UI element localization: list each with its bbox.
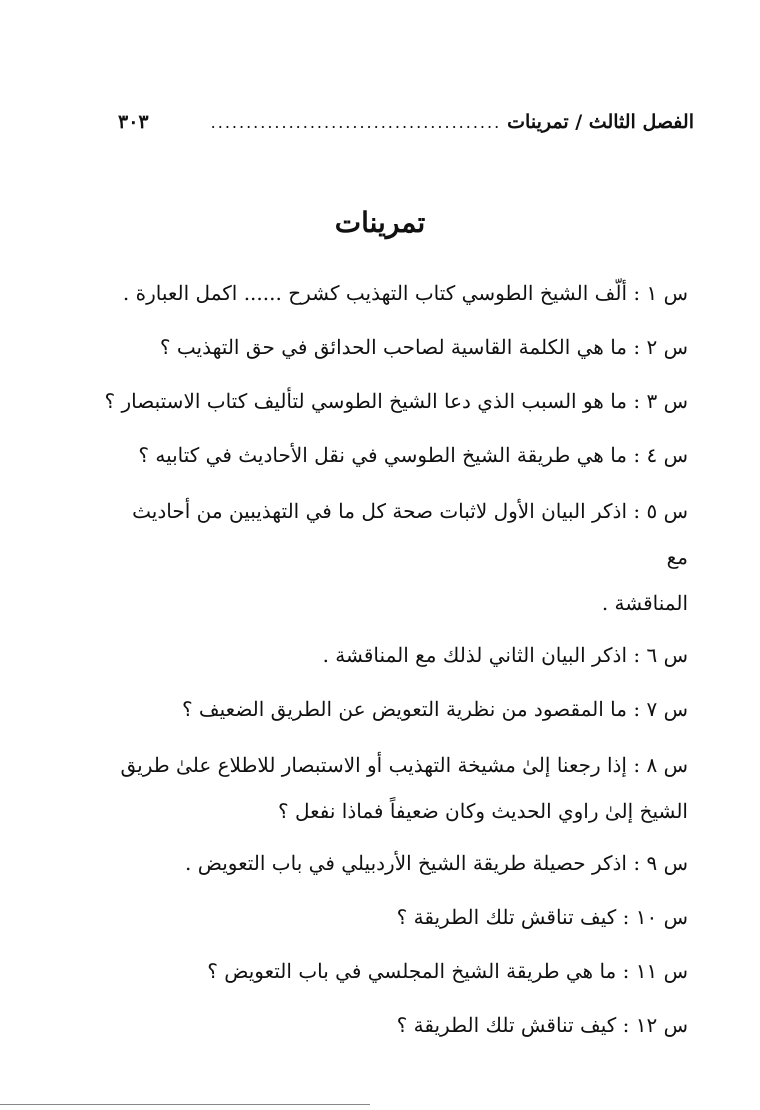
question-label: س ٩ :: [633, 851, 688, 875]
question-label: س ٥ :: [633, 499, 688, 523]
question-text: كيف تناقش تلك الطريقة ؟: [396, 905, 617, 929]
question-label: س ١٠ :: [622, 905, 688, 929]
page-number: ٣٠٣: [118, 111, 149, 133]
question-text: إذا رجعنا إلىٰ مشيخة التهذيب أو الاستبصار للاطلاع علىٰ طريق: [120, 753, 627, 777]
question-text-continued: الشيخ إلىٰ راوي الحديث وكان ضعيفاً فماذا نفعل ؟: [277, 799, 688, 823]
question-text: ما هي طريقة الشيخ الطوسي في نقل الأحاديث في كتابيه ؟: [138, 443, 627, 467]
question-text: ما المقصود من نظرية التعويض عن الطريق الضعيف ؟: [181, 697, 627, 721]
running-title: الفصل الثالث / تمرينات: [507, 111, 694, 133]
question-label: س ٧ :: [633, 697, 688, 721]
question-item: [110, 326, 688, 380]
question-item: [110, 896, 688, 950]
question-item: [110, 272, 688, 326]
question-text: كيف تناقش تلك الطريقة ؟: [396, 1013, 617, 1037]
question-label: س ٤ :: [633, 443, 688, 467]
question-item: [110, 434, 688, 488]
question-label: س ٢ :: [633, 335, 688, 359]
question-text: اذكر البيان الأول لاثبات صحة كل ما في التهذيبين من أحاديث مع: [132, 499, 688, 569]
question-label: س ٣ :: [633, 389, 688, 413]
footer-rule: [0, 1104, 370, 1105]
question-item: [110, 742, 688, 834]
question-text: ما هي طريقة الشيخ المجلسي في باب التعويض ؟: [207, 959, 617, 983]
question-item: [110, 950, 688, 1004]
question-item: [110, 1004, 688, 1058]
question-text: ما هو السبب الذي دعا الشيخ الطوسي لتأليف كتاب الاستبصار ؟: [104, 389, 627, 413]
question-label: س ٦ :: [633, 643, 688, 667]
question-text: اذكر البيان الثاني لذلك مع المناقشة .: [322, 643, 627, 667]
dot-leader: .........................................: [210, 112, 502, 132]
question-text: اذكر حصيلة طريقة الشيخ الأردبيلي في باب التعويض .: [185, 851, 627, 875]
question-label: س ١٢ :: [622, 1013, 688, 1037]
running-header: [118, 104, 694, 140]
section-title: تمرينات: [334, 206, 426, 239]
question-text: ألّف الشيخ الطوسي كتاب التهذيب كشرح ...... اكمل العبارة .: [122, 281, 627, 305]
question-list: [104, 272, 688, 1058]
question-item: [110, 688, 688, 742]
question-item: [104, 380, 688, 434]
question-label: س ٨ :: [633, 753, 688, 777]
question-item: [110, 842, 688, 896]
question-item: [110, 634, 688, 688]
question-item: [110, 488, 688, 626]
question-text: ما هي الكلمة القاسية لصاحب الحدائق في حق التهذيب ؟: [159, 335, 627, 359]
question-label: س ١ :: [633, 281, 688, 305]
question-text-continued: المناقشة .: [601, 591, 688, 615]
question-label: س ١١ :: [622, 959, 688, 983]
